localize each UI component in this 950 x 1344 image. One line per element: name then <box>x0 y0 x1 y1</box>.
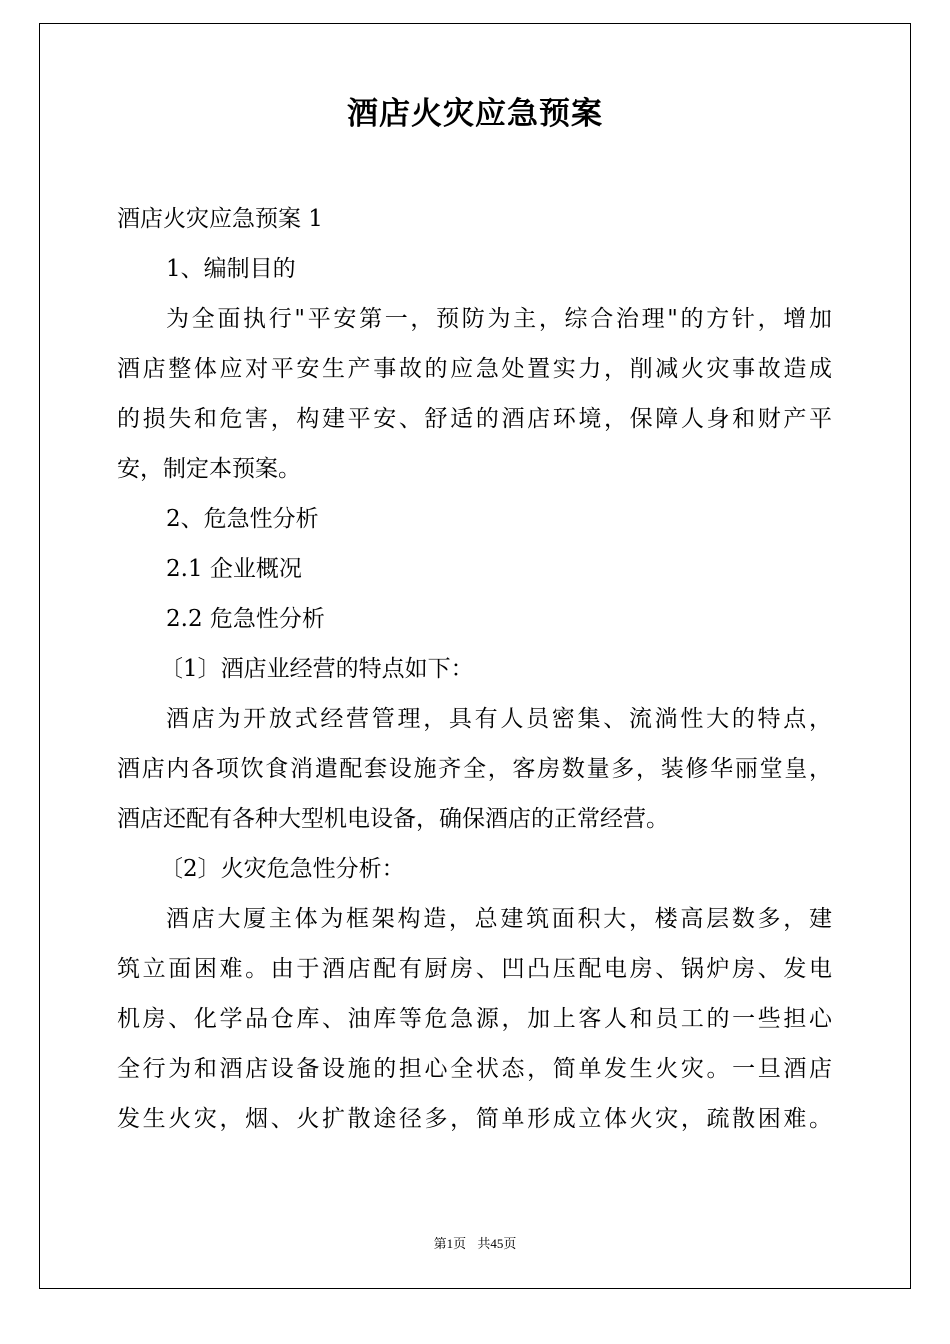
paragraph-line: 安，制定本预案。 <box>117 456 301 482</box>
paragraph-line: 酒店为开放式经营管理，具有人员密集、流淌性大的特点， <box>166 706 832 732</box>
page-footer <box>0 1233 950 1252</box>
paragraph-line: 酒店内各项饮食消遣配套设施齐全，客房数量多，装修华丽堂皇， <box>117 756 832 782</box>
page-total: 共45页 <box>477 1236 517 1251</box>
paragraph-line: 筑立面困难。由于酒店配有厨房、凹凸压配电房、锅炉房、发电 <box>117 956 832 982</box>
subheading: 2.1 企业概况 <box>166 556 302 582</box>
page-number: 第1页 <box>433 1236 467 1251</box>
paragraph-line: 的损失和危害，构建平安、舒适的酒店环境，保障人身和财产平 <box>117 406 832 432</box>
subheading: 2、危急性分析 <box>166 506 319 532</box>
paragraph-line: 机房、化学品仓库、油库等危急源，加上客人和员工的一些担心 <box>117 1006 832 1032</box>
paragraph-line: 全行为和酒店设备设施的担心全状态，简单发生火灾。一旦酒店 <box>117 1056 832 1082</box>
paragraph-line: 酒店还配有各种大型机电设备，确保酒店的正常经营。 <box>117 806 669 832</box>
paragraph-line: 酒店大厦主体为框架构造，总建筑面积大，楼高层数多，建 <box>166 906 832 932</box>
document-title: 酒店火灾应急预案 <box>347 96 603 132</box>
section-heading: 酒店火灾应急预案 1 <box>117 206 323 232</box>
list-item: 〔1〕酒店业经营的特点如下： <box>160 656 474 682</box>
paragraph-line: 酒店整体应对平安生产事故的应急处置实力，削减火灾事故造成 <box>117 356 832 382</box>
paragraph-line: 发生火灾，烟、火扩散途径多，简单形成立体火灾，疏散困难。 <box>117 1106 832 1132</box>
subheading: 2.2 危急性分析 <box>166 606 325 632</box>
list-item: 〔2〕火灾危急性分析： <box>160 856 405 882</box>
subheading: 1、编制目的 <box>166 256 296 282</box>
paragraph-line: 为全面执行"平安第一，预防为主，综合治理"的方针，增加 <box>166 306 832 332</box>
